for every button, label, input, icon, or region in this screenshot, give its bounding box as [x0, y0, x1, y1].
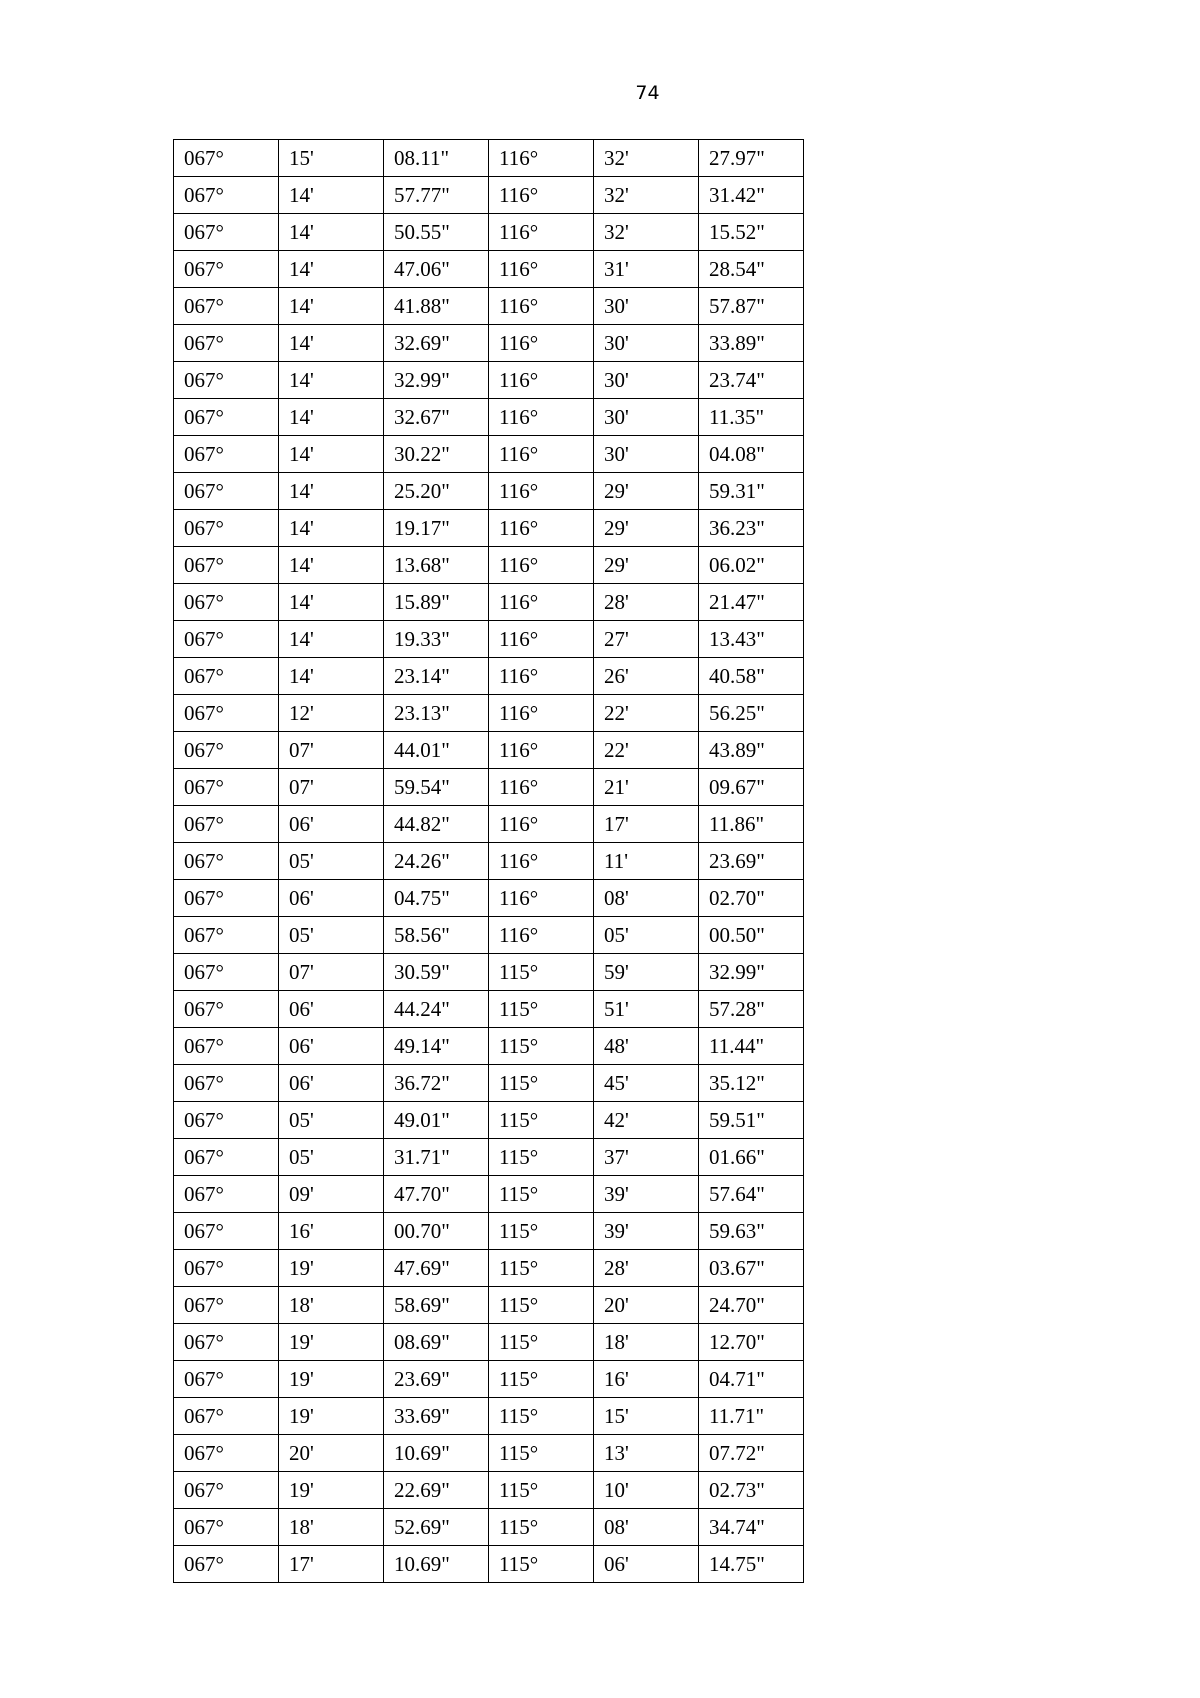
lat-seconds-cell: 10.69" [384, 1435, 489, 1472]
coordinates-table [173, 139, 804, 1583]
lon-degrees-cell: 115° [489, 1324, 594, 1361]
lat-seconds-cell: 57.77" [384, 177, 489, 214]
table-row [174, 1139, 804, 1176]
lon-seconds-cell: 57.28" [699, 991, 804, 1028]
lat-minutes-cell: 14' [279, 621, 384, 658]
lat-seconds-cell: 49.14" [384, 1028, 489, 1065]
lat-degrees-cell: 067° [174, 1361, 279, 1398]
lon-seconds-cell: 04.71" [699, 1361, 804, 1398]
lat-seconds-cell: 00.70" [384, 1213, 489, 1250]
lat-seconds-cell: 32.69" [384, 325, 489, 362]
lon-degrees-cell: 116° [489, 917, 594, 954]
lon-seconds-cell: 56.25" [699, 695, 804, 732]
lon-seconds-cell: 11.86" [699, 806, 804, 843]
lon-degrees-cell: 116° [489, 584, 594, 621]
table-row [174, 1546, 804, 1583]
lat-degrees-cell: 067° [174, 1324, 279, 1361]
table-row [174, 1324, 804, 1361]
lat-minutes-cell: 14' [279, 473, 384, 510]
table-row [174, 695, 804, 732]
lon-seconds-cell: 11.44" [699, 1028, 804, 1065]
table-row [174, 732, 804, 769]
lat-seconds-cell: 32.67" [384, 399, 489, 436]
lon-seconds-cell: 34.74" [699, 1509, 804, 1546]
lat-seconds-cell: 58.56" [384, 917, 489, 954]
lon-degrees-cell: 116° [489, 695, 594, 732]
lon-degrees-cell: 115° [489, 1176, 594, 1213]
lon-minutes-cell: 32' [594, 140, 699, 177]
lat-degrees-cell: 067° [174, 510, 279, 547]
lon-degrees-cell: 116° [489, 769, 594, 806]
lat-minutes-cell: 12' [279, 695, 384, 732]
lon-seconds-cell: 02.70" [699, 880, 804, 917]
lat-minutes-cell: 06' [279, 991, 384, 1028]
lat-seconds-cell: 19.17" [384, 510, 489, 547]
lon-seconds-cell: 00.50" [699, 917, 804, 954]
table-row [174, 1250, 804, 1287]
lat-degrees-cell: 067° [174, 991, 279, 1028]
lat-degrees-cell: 067° [174, 695, 279, 732]
lon-seconds-cell: 28.54" [699, 251, 804, 288]
lat-seconds-cell: 44.24" [384, 991, 489, 1028]
lon-minutes-cell: 10' [594, 1472, 699, 1509]
table-row [174, 1102, 804, 1139]
lat-minutes-cell: 05' [279, 843, 384, 880]
lat-degrees-cell: 067° [174, 584, 279, 621]
lon-degrees-cell: 115° [489, 1398, 594, 1435]
lon-seconds-cell: 15.52" [699, 214, 804, 251]
lat-minutes-cell: 19' [279, 1324, 384, 1361]
lon-degrees-cell: 116° [489, 251, 594, 288]
lat-minutes-cell: 18' [279, 1287, 384, 1324]
lat-degrees-cell: 067° [174, 843, 279, 880]
lon-minutes-cell: 42' [594, 1102, 699, 1139]
lat-seconds-cell: 23.69" [384, 1361, 489, 1398]
lon-minutes-cell: 06' [594, 1546, 699, 1583]
lat-degrees-cell: 067° [174, 1287, 279, 1324]
lat-minutes-cell: 19' [279, 1398, 384, 1435]
lat-minutes-cell: 14' [279, 177, 384, 214]
lon-seconds-cell: 11.35" [699, 399, 804, 436]
lat-minutes-cell: 16' [279, 1213, 384, 1250]
lat-seconds-cell: 04.75" [384, 880, 489, 917]
lat-minutes-cell: 14' [279, 584, 384, 621]
lat-seconds-cell: 59.54" [384, 769, 489, 806]
lat-minutes-cell: 20' [279, 1435, 384, 1472]
lon-minutes-cell: 27' [594, 621, 699, 658]
table-row [174, 1361, 804, 1398]
lon-seconds-cell: 07.72" [699, 1435, 804, 1472]
lat-degrees-cell: 067° [174, 1398, 279, 1435]
table-row [174, 214, 804, 251]
table-row [174, 769, 804, 806]
lat-seconds-cell: 10.69" [384, 1546, 489, 1583]
table-row [174, 510, 804, 547]
lat-minutes-cell: 09' [279, 1176, 384, 1213]
lon-minutes-cell: 59' [594, 954, 699, 991]
lon-seconds-cell: 23.74" [699, 362, 804, 399]
lon-seconds-cell: 24.70" [699, 1287, 804, 1324]
lat-degrees-cell: 067° [174, 362, 279, 399]
lon-minutes-cell: 29' [594, 510, 699, 547]
lon-minutes-cell: 29' [594, 473, 699, 510]
lat-seconds-cell: 47.69" [384, 1250, 489, 1287]
lon-minutes-cell: 28' [594, 1250, 699, 1287]
lat-minutes-cell: 06' [279, 880, 384, 917]
table-row [174, 1287, 804, 1324]
lat-seconds-cell: 58.69" [384, 1287, 489, 1324]
lat-minutes-cell: 06' [279, 1065, 384, 1102]
table-row [174, 399, 804, 436]
lon-degrees-cell: 116° [489, 214, 594, 251]
table-row [174, 362, 804, 399]
lat-seconds-cell: 15.89" [384, 584, 489, 621]
lat-degrees-cell: 067° [174, 214, 279, 251]
lat-seconds-cell: 47.06" [384, 251, 489, 288]
lat-degrees-cell: 067° [174, 251, 279, 288]
lon-degrees-cell: 116° [489, 547, 594, 584]
table-row [174, 584, 804, 621]
lat-minutes-cell: 14' [279, 436, 384, 473]
lat-degrees-cell: 067° [174, 399, 279, 436]
lon-degrees-cell: 116° [489, 436, 594, 473]
lat-seconds-cell: 30.22" [384, 436, 489, 473]
lat-seconds-cell: 08.11" [384, 140, 489, 177]
lat-degrees-cell: 067° [174, 954, 279, 991]
lat-seconds-cell: 30.59" [384, 954, 489, 991]
lat-degrees-cell: 067° [174, 1139, 279, 1176]
lon-minutes-cell: 22' [594, 695, 699, 732]
lat-minutes-cell: 18' [279, 1509, 384, 1546]
lat-minutes-cell: 14' [279, 547, 384, 584]
lat-degrees-cell: 067° [174, 288, 279, 325]
table-row [174, 1509, 804, 1546]
lon-seconds-cell: 43.89" [699, 732, 804, 769]
lat-degrees-cell: 067° [174, 769, 279, 806]
lon-minutes-cell: 13' [594, 1435, 699, 1472]
lat-degrees-cell: 067° [174, 1435, 279, 1472]
table-row [174, 1176, 804, 1213]
page-number: 74 [635, 82, 660, 104]
lon-degrees-cell: 115° [489, 1472, 594, 1509]
lon-minutes-cell: 37' [594, 1139, 699, 1176]
lon-minutes-cell: 45' [594, 1065, 699, 1102]
lat-degrees-cell: 067° [174, 1472, 279, 1509]
lat-degrees-cell: 067° [174, 325, 279, 362]
lon-degrees-cell: 116° [489, 658, 594, 695]
lat-minutes-cell: 14' [279, 251, 384, 288]
lon-degrees-cell: 116° [489, 177, 594, 214]
lon-minutes-cell: 39' [594, 1213, 699, 1250]
lat-degrees-cell: 067° [174, 177, 279, 214]
table-row [174, 658, 804, 695]
table-row [174, 917, 804, 954]
lon-minutes-cell: 30' [594, 362, 699, 399]
lat-degrees-cell: 067° [174, 1176, 279, 1213]
lat-seconds-cell: 52.69" [384, 1509, 489, 1546]
lon-minutes-cell: 31' [594, 251, 699, 288]
lat-seconds-cell: 36.72" [384, 1065, 489, 1102]
lat-minutes-cell: 06' [279, 1028, 384, 1065]
lon-seconds-cell: 31.42" [699, 177, 804, 214]
lat-seconds-cell: 33.69" [384, 1398, 489, 1435]
lon-degrees-cell: 116° [489, 362, 594, 399]
lon-minutes-cell: 26' [594, 658, 699, 695]
lon-degrees-cell: 116° [489, 510, 594, 547]
lat-degrees-cell: 067° [174, 140, 279, 177]
lon-degrees-cell: 115° [489, 1546, 594, 1583]
lon-degrees-cell: 116° [489, 473, 594, 510]
lat-seconds-cell: 44.82" [384, 806, 489, 843]
lon-seconds-cell: 57.87" [699, 288, 804, 325]
lon-minutes-cell: 32' [594, 177, 699, 214]
lon-seconds-cell: 04.08" [699, 436, 804, 473]
lat-minutes-cell: 05' [279, 917, 384, 954]
lat-degrees-cell: 067° [174, 880, 279, 917]
lat-minutes-cell: 14' [279, 658, 384, 695]
lat-seconds-cell: 41.88" [384, 288, 489, 325]
lat-seconds-cell: 13.68" [384, 547, 489, 584]
lon-minutes-cell: 20' [594, 1287, 699, 1324]
lon-degrees-cell: 115° [489, 991, 594, 1028]
lat-seconds-cell: 23.14" [384, 658, 489, 695]
lat-seconds-cell: 23.13" [384, 695, 489, 732]
lon-minutes-cell: 18' [594, 1324, 699, 1361]
lat-minutes-cell: 19' [279, 1361, 384, 1398]
lat-degrees-cell: 067° [174, 1065, 279, 1102]
lon-degrees-cell: 115° [489, 1065, 594, 1102]
lon-seconds-cell: 40.58" [699, 658, 804, 695]
table-row [174, 1065, 804, 1102]
lat-degrees-cell: 067° [174, 1546, 279, 1583]
lat-seconds-cell: 25.20" [384, 473, 489, 510]
lon-degrees-cell: 115° [489, 954, 594, 991]
lon-degrees-cell: 115° [489, 1028, 594, 1065]
table-row [174, 325, 804, 362]
lat-minutes-cell: 19' [279, 1250, 384, 1287]
lon-degrees-cell: 116° [489, 732, 594, 769]
lon-seconds-cell: 59.31" [699, 473, 804, 510]
lat-seconds-cell: 24.26" [384, 843, 489, 880]
lon-minutes-cell: 30' [594, 325, 699, 362]
lon-seconds-cell: 32.99" [699, 954, 804, 991]
lat-minutes-cell: 05' [279, 1139, 384, 1176]
lon-minutes-cell: 30' [594, 399, 699, 436]
lat-minutes-cell: 07' [279, 732, 384, 769]
lat-degrees-cell: 067° [174, 436, 279, 473]
lat-seconds-cell: 44.01" [384, 732, 489, 769]
lon-minutes-cell: 08' [594, 1509, 699, 1546]
lat-seconds-cell: 49.01" [384, 1102, 489, 1139]
lon-seconds-cell: 23.69" [699, 843, 804, 880]
lat-degrees-cell: 067° [174, 473, 279, 510]
lon-degrees-cell: 115° [489, 1102, 594, 1139]
lat-minutes-cell: 14' [279, 325, 384, 362]
lat-minutes-cell: 14' [279, 510, 384, 547]
lat-degrees-cell: 067° [174, 1102, 279, 1139]
lat-degrees-cell: 067° [174, 1213, 279, 1250]
lat-seconds-cell: 19.33" [384, 621, 489, 658]
lon-seconds-cell: 21.47" [699, 584, 804, 621]
table-row [174, 991, 804, 1028]
lon-minutes-cell: 30' [594, 436, 699, 473]
lon-seconds-cell: 57.64" [699, 1176, 804, 1213]
lat-minutes-cell: 05' [279, 1102, 384, 1139]
lon-degrees-cell: 115° [489, 1250, 594, 1287]
table-row [174, 177, 804, 214]
lat-degrees-cell: 067° [174, 917, 279, 954]
table-row [174, 436, 804, 473]
lat-degrees-cell: 067° [174, 732, 279, 769]
lat-minutes-cell: 19' [279, 1472, 384, 1509]
lat-minutes-cell: 07' [279, 769, 384, 806]
table-row [174, 621, 804, 658]
coordinates-table-body [174, 140, 804, 1583]
lat-degrees-cell: 067° [174, 1028, 279, 1065]
lon-degrees-cell: 115° [489, 1287, 594, 1324]
lon-seconds-cell: 03.67" [699, 1250, 804, 1287]
lon-minutes-cell: 22' [594, 732, 699, 769]
lon-degrees-cell: 115° [489, 1509, 594, 1546]
lat-degrees-cell: 067° [174, 1509, 279, 1546]
lat-degrees-cell: 067° [174, 806, 279, 843]
lon-degrees-cell: 116° [489, 140, 594, 177]
lat-minutes-cell: 17' [279, 1546, 384, 1583]
lon-degrees-cell: 116° [489, 621, 594, 658]
table-row [174, 843, 804, 880]
table-row [174, 1435, 804, 1472]
table-row [174, 806, 804, 843]
lon-degrees-cell: 115° [489, 1435, 594, 1472]
lat-seconds-cell: 31.71" [384, 1139, 489, 1176]
lat-degrees-cell: 067° [174, 621, 279, 658]
lon-degrees-cell: 115° [489, 1213, 594, 1250]
lon-degrees-cell: 116° [489, 399, 594, 436]
lat-degrees-cell: 067° [174, 658, 279, 695]
lon-minutes-cell: 17' [594, 806, 699, 843]
lon-degrees-cell: 116° [489, 288, 594, 325]
lat-seconds-cell: 22.69" [384, 1472, 489, 1509]
lon-seconds-cell: 12.70" [699, 1324, 804, 1361]
lon-degrees-cell: 115° [489, 1139, 594, 1176]
lon-degrees-cell: 116° [489, 880, 594, 917]
lon-minutes-cell: 30' [594, 288, 699, 325]
lon-seconds-cell: 33.89" [699, 325, 804, 362]
lon-minutes-cell: 08' [594, 880, 699, 917]
lat-minutes-cell: 07' [279, 954, 384, 991]
lat-seconds-cell: 08.69" [384, 1324, 489, 1361]
lon-minutes-cell: 48' [594, 1028, 699, 1065]
lat-minutes-cell: 15' [279, 140, 384, 177]
table-row [174, 473, 804, 510]
table-row [174, 547, 804, 584]
lat-minutes-cell: 14' [279, 362, 384, 399]
table-row [174, 1028, 804, 1065]
lon-minutes-cell: 29' [594, 547, 699, 584]
table-row [174, 140, 804, 177]
lon-seconds-cell: 14.75" [699, 1546, 804, 1583]
lon-seconds-cell: 27.97" [699, 140, 804, 177]
lat-minutes-cell: 14' [279, 214, 384, 251]
table-row [174, 1472, 804, 1509]
lon-seconds-cell: 36.23" [699, 510, 804, 547]
lon-seconds-cell: 11.71" [699, 1398, 804, 1435]
lat-seconds-cell: 50.55" [384, 214, 489, 251]
lon-seconds-cell: 06.02" [699, 547, 804, 584]
lon-seconds-cell: 09.67" [699, 769, 804, 806]
lon-minutes-cell: 15' [594, 1398, 699, 1435]
lon-minutes-cell: 51' [594, 991, 699, 1028]
lon-seconds-cell: 02.73" [699, 1472, 804, 1509]
lon-minutes-cell: 28' [594, 584, 699, 621]
lat-minutes-cell: 14' [279, 288, 384, 325]
lon-seconds-cell: 01.66" [699, 1139, 804, 1176]
lon-degrees-cell: 116° [489, 806, 594, 843]
table-row [174, 954, 804, 991]
lon-seconds-cell: 59.51" [699, 1102, 804, 1139]
lon-seconds-cell: 59.63" [699, 1213, 804, 1250]
lat-degrees-cell: 067° [174, 547, 279, 584]
lon-seconds-cell: 35.12" [699, 1065, 804, 1102]
lon-minutes-cell: 05' [594, 917, 699, 954]
lon-minutes-cell: 16' [594, 1361, 699, 1398]
table-row [174, 880, 804, 917]
lon-minutes-cell: 11' [594, 843, 699, 880]
lat-minutes-cell: 14' [279, 399, 384, 436]
lon-degrees-cell: 116° [489, 325, 594, 362]
lon-degrees-cell: 115° [489, 1361, 594, 1398]
table-row [174, 251, 804, 288]
lat-minutes-cell: 06' [279, 806, 384, 843]
lon-seconds-cell: 13.43" [699, 621, 804, 658]
lon-minutes-cell: 21' [594, 769, 699, 806]
lat-degrees-cell: 067° [174, 1250, 279, 1287]
table-row [174, 288, 804, 325]
lat-seconds-cell: 32.99" [384, 362, 489, 399]
table-row [174, 1398, 804, 1435]
lat-seconds-cell: 47.70" [384, 1176, 489, 1213]
lon-degrees-cell: 116° [489, 843, 594, 880]
table-row [174, 1213, 804, 1250]
lon-minutes-cell: 39' [594, 1176, 699, 1213]
lon-minutes-cell: 32' [594, 214, 699, 251]
